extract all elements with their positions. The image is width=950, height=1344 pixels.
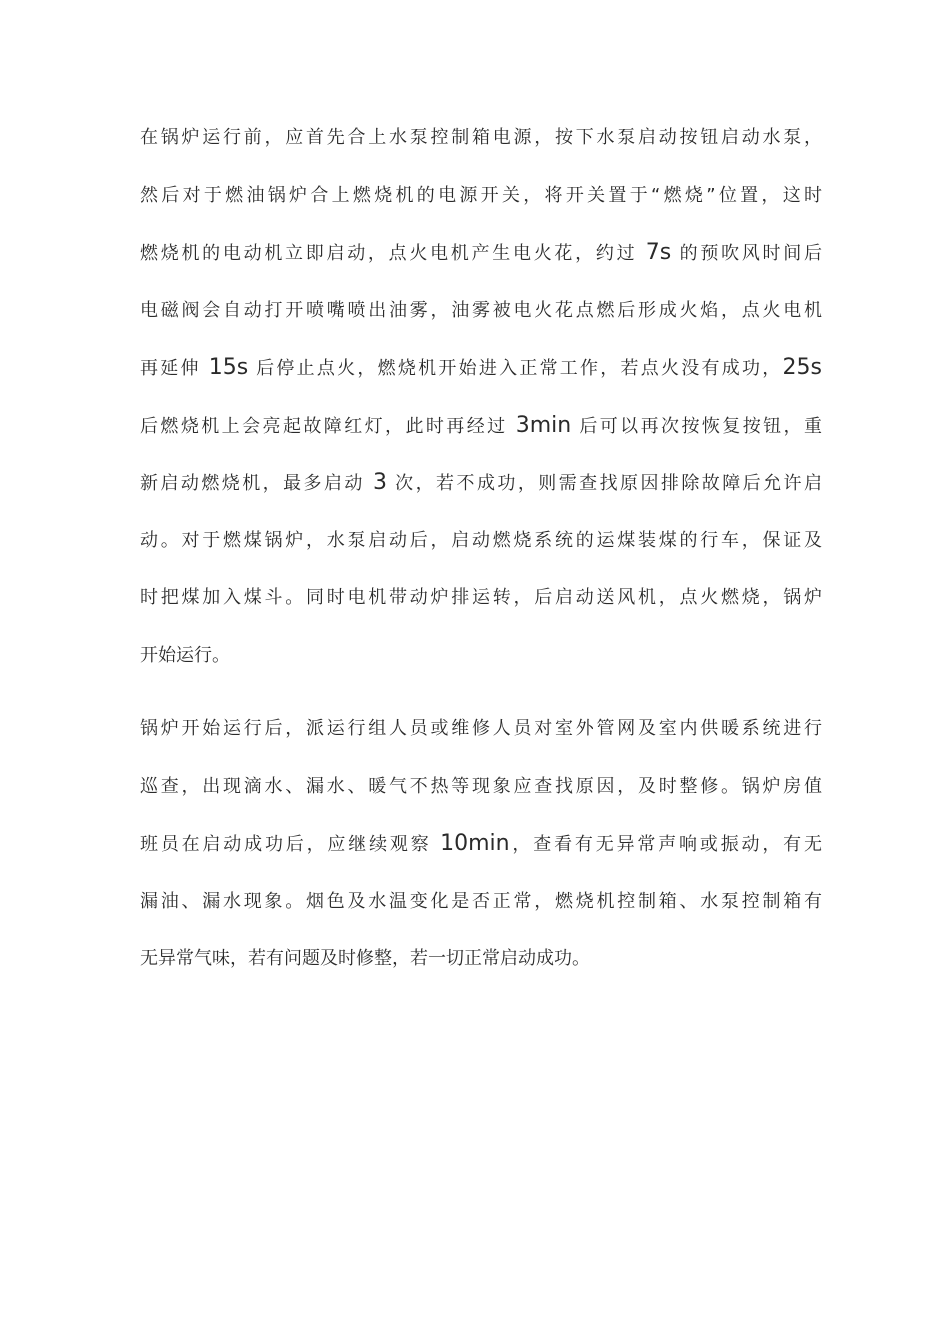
text-line: 开始运行。	[140, 644, 230, 666]
text-line: 无异常气味，若有问题及时修整，若一切正常启动成功。	[140, 948, 590, 969]
text-line: 漏油、漏水现象。烟色及水温变化是否正常，燃烧机控制箱、水泵控制箱有	[140, 890, 822, 912]
text-line	[140, 454, 822, 512]
numeric-value: 15s	[208, 355, 249, 380]
text-line: 动。对于燃煤锅炉，水泵启动后，启动燃烧系统的运煤装煤的行车，保证及	[140, 529, 822, 551]
numeric-value: 3	[373, 470, 388, 495]
paragraph-1	[140, 109, 822, 684]
text-segment: 次，若不成功，则需查找原因排除故障后允许启	[387, 473, 822, 494]
text-segment: 再延伸	[140, 358, 209, 379]
text-line: 然后对于燃油锅炉合上燃烧机的电源开关，将开关置于“燃烧”位置，这时	[140, 184, 822, 206]
text-line: 电磁阀会自动打开喷嘴喷出油雾，油雾被电火花点燃后形成火焰，点火电机	[140, 299, 822, 321]
numeric-value: 10min	[440, 831, 510, 856]
text-line	[140, 224, 822, 282]
text-line	[140, 815, 822, 873]
text-segment: 后停止点火，燃烧机开始进入正常工作，若点火没有成功，	[248, 358, 783, 379]
paragraph-gap	[140, 684, 822, 700]
text-segment: 后燃烧机上会亮起故障红灯，此时再经过	[140, 415, 516, 437]
text-segment: 的预吹风时间后	[671, 243, 822, 264]
text-line: 时把煤加入煤斗。同时电机带动炉排运转，后启动送风机，点火燃烧，锅炉	[140, 587, 822, 608]
numeric-value: 7s	[645, 240, 672, 265]
text-line	[140, 339, 822, 397]
paragraph-2	[140, 700, 822, 988]
text-segment: 班员在启动成功后，应继续观察	[140, 834, 441, 855]
numeric-value: 3min	[515, 412, 572, 438]
text-segment: 后可以再次按恢复按钮，重	[571, 415, 822, 437]
text-segment: 新启动燃烧机，最多启动	[140, 473, 374, 494]
text-line: 巡查，出现滴水、漏水、暖气不热等现象应查找原因，及时整修。锅炉房值	[140, 775, 822, 797]
document-body	[140, 109, 822, 988]
text-line	[140, 397, 822, 455]
text-line: 锅炉开始运行后，派运行组人员或维修人员对室外管网及室内供暖系统进行	[140, 718, 822, 739]
numeric-value: 25s	[782, 355, 822, 380]
text-segment: ，查看有无异常声响或振动，有无	[509, 834, 822, 855]
text-line: 在锅炉运行前，应首先合上水泵控制箱电源，按下水泵启动按钮启动水泵，	[140, 127, 822, 148]
text-segment: 燃烧机的电动机立即启动，点火电机产生电火花，约过	[140, 243, 646, 264]
